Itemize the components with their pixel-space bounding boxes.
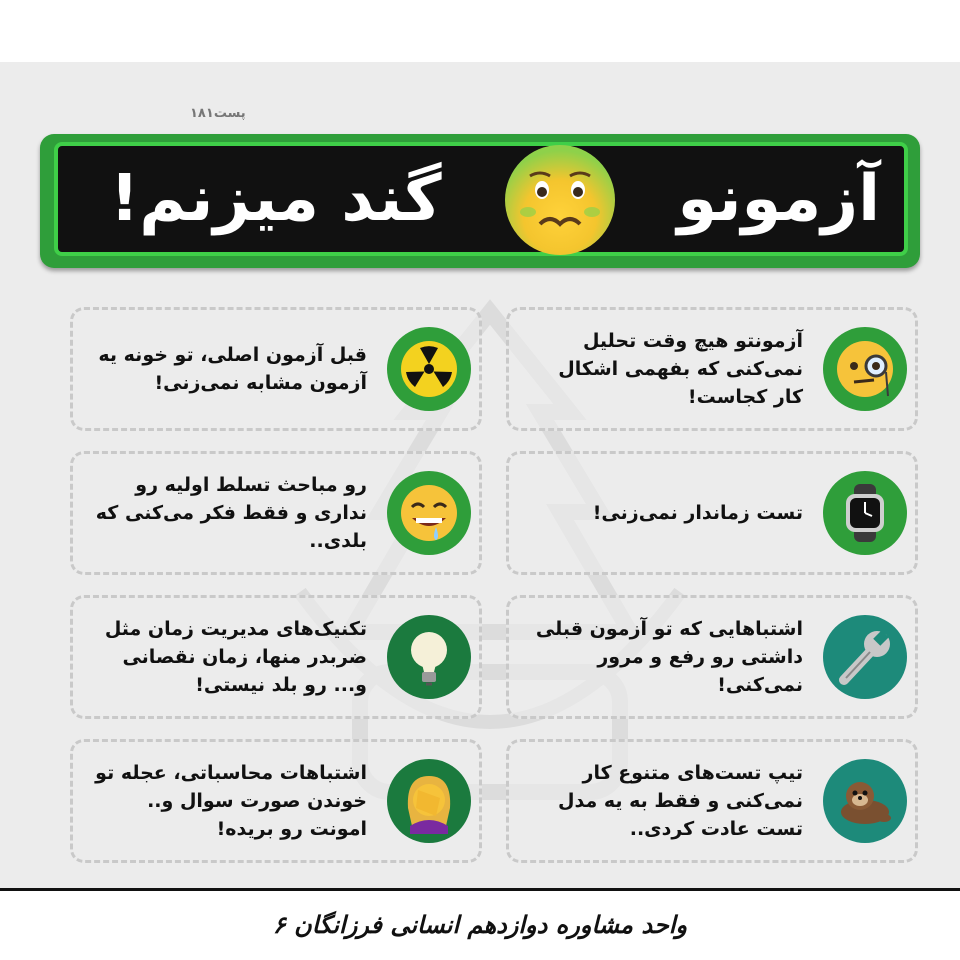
facepalm-icon	[396, 768, 462, 834]
icon-ring	[387, 327, 471, 411]
radioactive-icon	[396, 336, 462, 402]
tip-card-4	[70, 451, 482, 575]
footer-divider	[0, 888, 960, 891]
otter-icon	[832, 768, 898, 834]
tip-text: رو مباحث تسلط اولیه رو نداری و فقط فکر می‌کنی که بلدی..	[95, 474, 367, 552]
footer-caption: واحد مشاوره دوازدهم انسانی فرزانگان ۶	[272, 910, 688, 939]
tip-card-1	[506, 307, 918, 431]
tip-card-3	[506, 451, 918, 575]
tip-text: قبل آزمون اصلی، تو خونه یه آزمون مشابه نمی‌زنی!	[98, 344, 367, 394]
monocle-face-icon	[832, 336, 898, 402]
tip-card-2	[70, 307, 482, 431]
icon-ring	[823, 759, 907, 843]
title-right-text: آزمونو	[677, 162, 880, 236]
icon-ring	[387, 759, 471, 843]
tip-text: اشتباهات محاسباتی، عجله تو خوندن صورت سوال و.. امونت رو بریده!	[95, 762, 367, 840]
tip-text: تست زماندار نمی‌زنی!	[592, 502, 803, 524]
post-number-tag: پست۱۸۱	[190, 106, 246, 121]
tip-card-6	[70, 595, 482, 719]
drooling-face-icon	[396, 480, 462, 546]
tip-card-8	[70, 739, 482, 863]
nauseated-face-icon	[500, 140, 620, 260]
watch-icon	[832, 480, 898, 546]
icon-ring	[823, 471, 907, 555]
title-left-text: گند میزنم!	[110, 162, 442, 236]
wrench-icon	[832, 624, 898, 690]
tip-text: اشتباهایی که تو آزمون قبلی داشتی رو رفع و مرور نمی‌کنی!	[535, 618, 803, 696]
icon-ring	[387, 615, 471, 699]
tip-text: تکنیک‌های مدیریت زمان مثل ضربدر منها، زمان نقصانی و... رو بلد نیستی!	[104, 618, 367, 696]
tip-card-5	[506, 595, 918, 719]
icon-ring	[823, 615, 907, 699]
tip-card-7	[506, 739, 918, 863]
tip-text: تیپ تست‌های متنوع کار نمی‌کنی و فقط به یه مدل تست عادت کردی..	[557, 762, 803, 840]
light-bulb-icon	[396, 624, 462, 690]
tip-text: آزمونتو هیچ وقت تحلیل نمی‌کنی که بفهمی اشکال کار کجاست!	[558, 330, 803, 408]
icon-ring	[823, 327, 907, 411]
icon-ring	[387, 471, 471, 555]
